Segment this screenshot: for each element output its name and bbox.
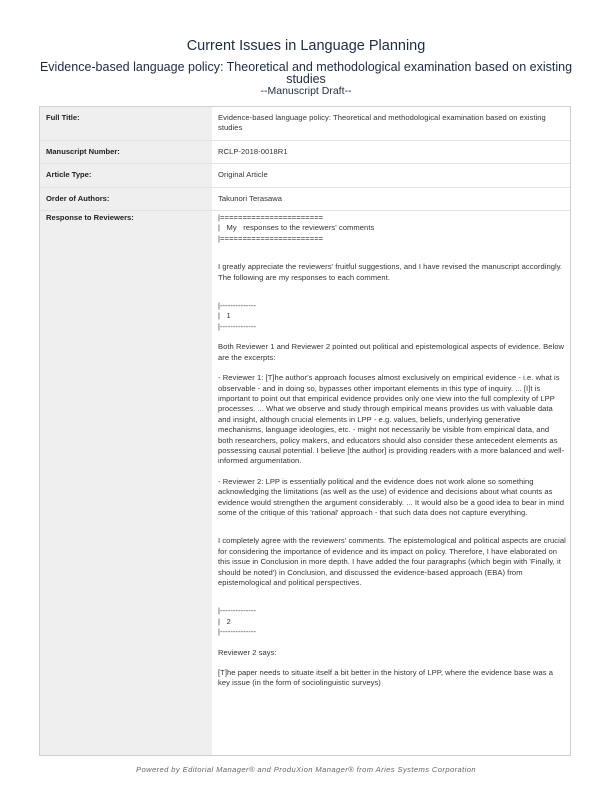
field-label: Manuscript Number: xyxy=(40,141,212,163)
banner-text: | My responses to the reviewers' comments xyxy=(218,223,375,233)
banner-rule: |======================= xyxy=(218,233,324,243)
manuscript-info-table xyxy=(39,106,571,756)
field-label: Article Type: xyxy=(40,164,212,186)
section-number: | 2 xyxy=(218,616,231,626)
reviewer2-quote: [T]he paper needs to situate itself a bit better in the history of LPP, where the evidence base was a key issue (in the form of sociolinguistic surveys) xyxy=(218,668,554,688)
intro-paragraph: I greatly appreciate the reviewers' fruitful suggestions, and I have revised the manuscript accordingly. The following are my responses to each comment. xyxy=(218,262,563,282)
draft-label: --Manuscript Draft-- xyxy=(260,85,352,97)
section-number: | 1 xyxy=(218,311,231,321)
row-order-of-authors xyxy=(40,188,570,211)
field-label: Response to Reviewers: xyxy=(40,211,212,756)
reviewer2-excerpt: - Reviewer 2: LPP is essentially political and the evidence does not work alone so something acknowledging the limitations (as well as the use) of evidence and decisions about what counts as evidence would strengthen the argument considerably. ... It would also be a good idea to bear in mind some of the critique of this 'rational' approach - that such data does not capture everything. xyxy=(218,476,564,517)
field-label: Order of Authors: xyxy=(40,188,212,210)
row-response-to-reviewers xyxy=(40,211,570,756)
banner-rule: |======================= xyxy=(218,213,324,223)
reviewer2-says: Reviewer 2 says: xyxy=(218,647,277,657)
field-value: Evidence-based language policy: Theoretical and methodological examination based on existing studies xyxy=(218,113,546,133)
field-value: Original Article xyxy=(218,170,268,180)
response-body xyxy=(212,211,570,756)
journal-name: Current Issues in Language Planning xyxy=(186,38,426,54)
footer-credit: Powered by Editorial Manager® and ProduXion Manager® from Aries Systems Corporation xyxy=(136,765,476,774)
section-rule: |-------------- xyxy=(218,627,257,637)
author-reply: I completely agree with the reviewers' comments. The epistemological and political aspects are crucial for considering the importance of evidence and its impact on policy. Therefore, I have elaborated on this issue in Conclusion in more depth. I have added the four paragraphs (which begin with 'Finally, it should be noted') in Conclusion, and discussed the evidence-based approach (EBA) from epistemological and political perspectives. xyxy=(218,536,566,587)
row-article-type xyxy=(40,164,570,187)
reviewer1-excerpt: - Reviewer 1: [T]he author's approach focuses almost exclusively on empirical evidence - i.e. what is observable - and in doing so, bypasses other important elements in this type of inquiry. ... [I]t is important to point out that empirical evidence provides only one view into the full complexity of LPP processes. ... What we observe and study through empirical means provides us with valuable data and insight, although crucial elements in LPP - e.g. values, beliefs, underlying generative mechanisms, language ideologies, etc. - might not necessarily be visible from empirical data, and both researchers, policy makers, and educators should also consider these antecedent elements as possessing causal potential. I believe [the author] is providing readers with a more balanced and well-informed argumentation. xyxy=(218,373,565,466)
section-rule: |-------------- xyxy=(218,301,257,311)
section-rule: |-------------- xyxy=(218,606,257,616)
section-rule: |-------------- xyxy=(218,321,257,331)
row-manuscript-number xyxy=(40,141,570,164)
field-label: Full Title: xyxy=(40,107,212,140)
field-value: Takunori Terasawa xyxy=(218,193,283,203)
row-full-title xyxy=(40,107,570,141)
section-intro: Both Reviewer 1 and Reviewer 2 pointed out political and epistemological aspects of evidence. Below are the excerpts: xyxy=(218,342,565,362)
field-value: RCLP-2018-0018R1 xyxy=(218,146,288,156)
document-header xyxy=(0,38,612,97)
paper-title: Evidence-based language policy: Theoretical and methodological examination based on existing studies xyxy=(39,60,573,86)
